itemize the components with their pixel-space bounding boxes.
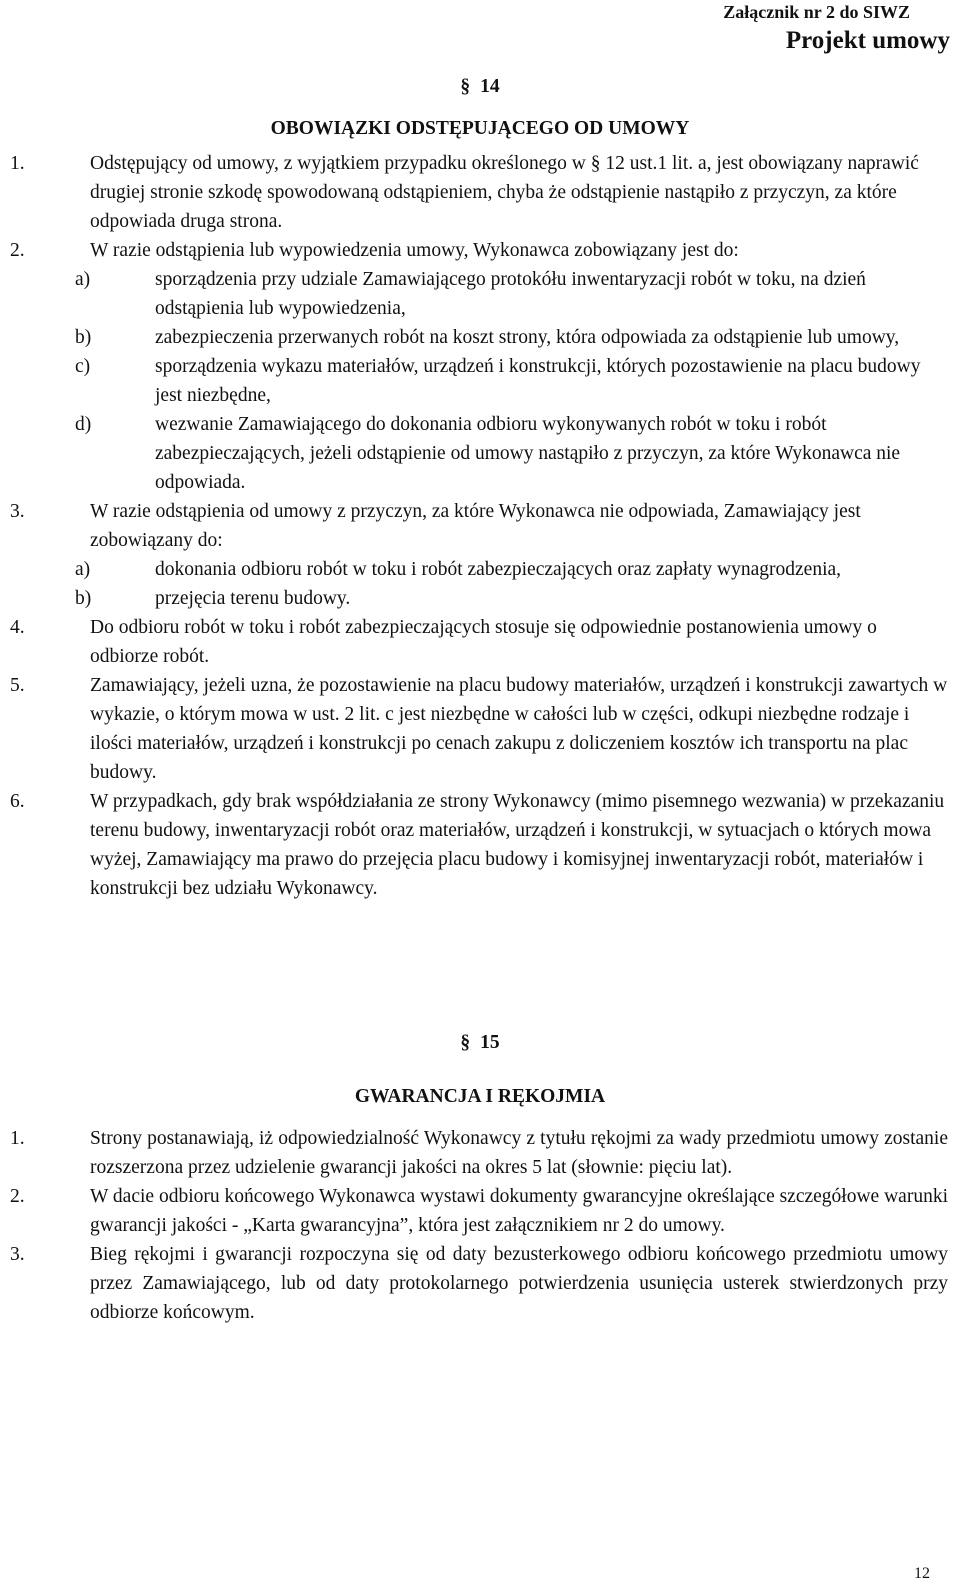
sub-item-letter: d) xyxy=(75,414,92,435)
sub-item-letter: b) xyxy=(75,327,92,348)
section-15-number xyxy=(0,1028,960,1057)
section-14-title: OBOWIĄZKI ODSTĘPUJĄCEGO OD UMOWY xyxy=(270,118,690,139)
item-number: 5. xyxy=(10,675,25,696)
list-item xyxy=(10,613,948,671)
page-number: 12 xyxy=(914,1565,930,1582)
item-text: Bieg rękojmi i gwarancji rozpoczyna się od daty bezusterkowego odbioru końcowego przedmiotu umowy przez Zamawiającego, lub od daty protokolarnego potwierdzenia usunięcia usterek stwierdzonych przy odbiorze końcowym. xyxy=(90,1244,948,1323)
section-14-number xyxy=(0,72,960,101)
sub-item xyxy=(10,410,948,497)
sub-item-letter: c) xyxy=(75,356,91,377)
list-item xyxy=(10,236,948,265)
sub-item-text: wezwanie Zamawiającego do dokonania odbioru wykonywanych robót w toku i robót zabezpieczających, jeżeli odstąpienie od umowy nastąpiło z przyczyn, za które Wykonawca nie odpowiada. xyxy=(155,414,901,493)
paragraph-symbol: § xyxy=(460,76,471,97)
sub-item-letter: a) xyxy=(75,269,91,290)
list-item xyxy=(10,1240,948,1327)
item-text: W przypadkach, gdy brak współdziałania ze strony Wykonawcy (mimo pisemnego wezwania) w przekazaniu terenu budowy, inwentaryzacji robót oraz materiałów, urządzeń i konstrukcji, w sytuacjach o których mowa wyżej, Zamawiający ma prawo do przejęcia placu budowy i komisyjnej inwentaryzacji robót, materiałów i konstrukcji bez udziału Wykonawcy. xyxy=(90,791,945,899)
attachment-label: Załącznik nr 2 do SIWZ xyxy=(723,2,910,22)
list-item xyxy=(10,497,948,555)
sub-item xyxy=(10,265,948,323)
sub-item-text: przejęcia terenu budowy. xyxy=(155,588,351,609)
list-item xyxy=(10,1182,948,1240)
list-item xyxy=(10,787,948,903)
sub-item-text: zabezpieczenia przerwanych robót na koszt strony, która odpowiada za odstąpienie lub umowy, xyxy=(155,327,900,348)
item-text: W razie odstąpienia od umowy z przyczyn, za które Wykonawca nie odpowiada, Zamawiający jest zobowiązany do: xyxy=(90,501,861,551)
item-number: 2. xyxy=(10,240,25,261)
section-15-body xyxy=(10,1124,948,1327)
item-number: 4. xyxy=(10,617,25,638)
item-text: W razie odstąpienia lub wypowiedzenia umowy, Wykonawca zobowiązany jest do: xyxy=(90,240,739,261)
item-text: W dacie odbioru końcowego Wykonawca wystawi dokumenty gwarancyjne określające szczegółowe warunki gwarancji jakości - „Karta gwarancyjna”, która jest załącznikiem nr 2 do umowy. xyxy=(90,1186,948,1236)
section-15-title: GWARANCJA I RĘKOJMIA xyxy=(354,1086,606,1107)
item-text: Odstępujący od umowy, z wyjątkiem przypadku określonego w § 12 ust.1 lit. a, jest obowiązany naprawić drugiej stronie szkodę spowodowaną odstąpieniem, chyba że odstąpienie nastąpiło z przyczyn, za które odpowiada druga strona. xyxy=(90,153,919,232)
sub-item-letter: a) xyxy=(75,559,91,580)
sub-item xyxy=(10,584,948,613)
project-label: Projekt umowy xyxy=(785,27,950,54)
sub-item-text: sporządzenia wykazu materiałów, urządzeń i konstrukcji, których pozostawienie na placu budowy jest niezbędne, xyxy=(155,356,921,406)
sub-item xyxy=(10,352,948,410)
paragraph-symbol: § xyxy=(460,1032,471,1053)
sub-item xyxy=(10,555,948,584)
section-number: 15 xyxy=(480,1032,500,1053)
section-number: 14 xyxy=(480,76,500,97)
item-text: Do odbioru robót w toku i robót zabezpieczających stosuje się odpowiednie postanowienia umowy o odbiorze robót. xyxy=(90,617,877,667)
item-number: 1. xyxy=(10,1128,25,1149)
item-number: 1. xyxy=(10,153,25,174)
item-number: 3. xyxy=(10,1244,25,1265)
section-14-body xyxy=(10,149,948,903)
sub-item-text: sporządzenia przy udziale Zamawiającego protokółu inwentaryzacji robót w toku, na dzień odstąpienia lub wypowiedzenia, xyxy=(155,269,866,319)
item-text: Strony postanawiają, iż odpowiedzialność Wykonawcy z tytułu rękojmi za wady przedmiotu umowy zostanie rozszerzona przez udzielenie gwarancji jakości na okres 5 lat (słownie: pięciu lat). xyxy=(90,1128,948,1178)
list-item xyxy=(10,149,948,236)
item-number: 2. xyxy=(10,1186,25,1207)
item-text: Zamawiający, jeżeli uzna, że pozostawienie na placu budowy materiałów, urządzeń i konstrukcji zawartych w wykazie, o którym mowa w ust. 2 lit. c jest niezbędne w całości lub w części, odkupi niezbędne rodzaje i ilości materiałów, urządzeń i konstrukcji po cenach zakupu z doliczeniem kosztów ich transportu na plac budowy. xyxy=(90,675,948,783)
sub-item xyxy=(10,323,948,352)
list-item xyxy=(10,671,948,787)
sub-item-text: dokonania odbioru robót w toku i robót zabezpieczających oraz zapłaty wynagrodzenia, xyxy=(155,559,842,580)
item-number: 3. xyxy=(10,501,25,522)
item-number: 6. xyxy=(10,791,25,812)
list-item xyxy=(10,1124,948,1182)
sub-item-letter: b) xyxy=(75,588,92,609)
